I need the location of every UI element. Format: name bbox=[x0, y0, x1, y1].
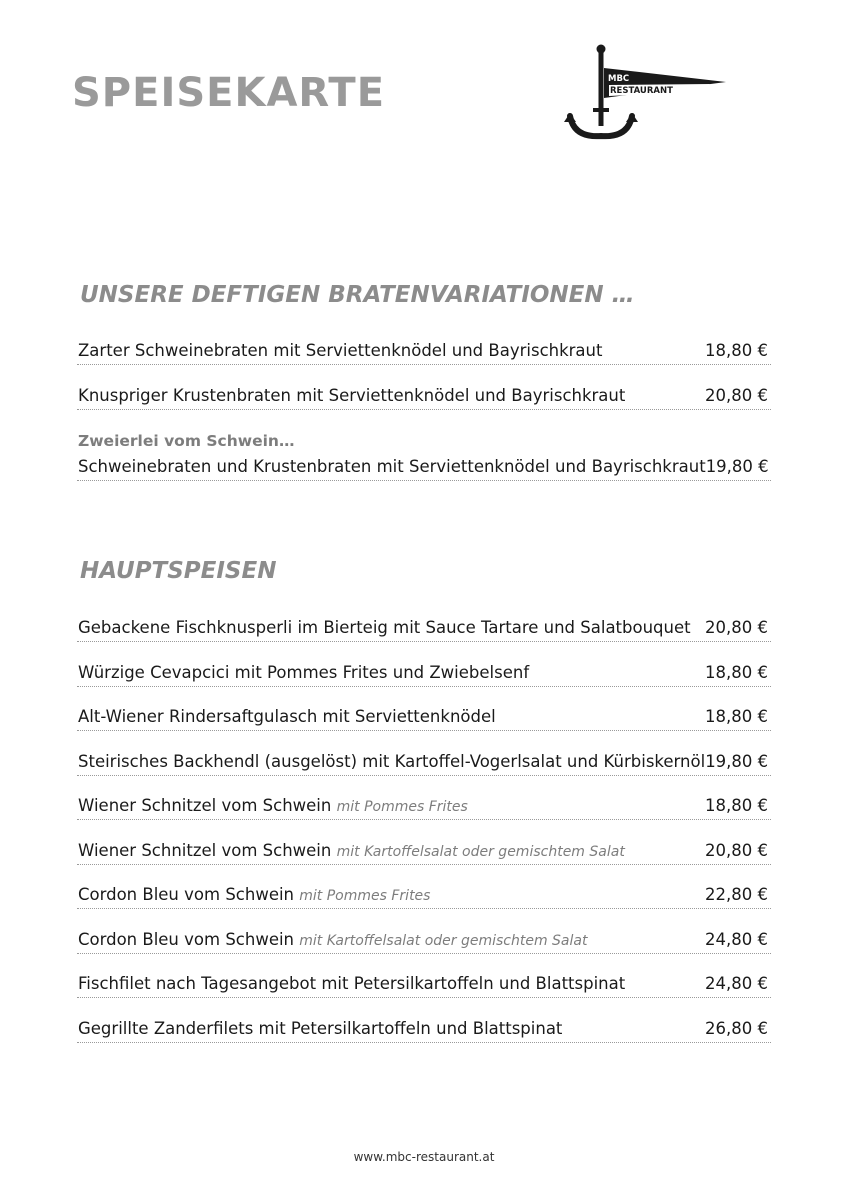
list-item bbox=[77, 741, 771, 776]
hauptspeisen-list bbox=[77, 607, 771, 1052]
dish-note: mit Pommes Frites bbox=[336, 799, 468, 815]
list-item bbox=[77, 785, 771, 820]
dish-name bbox=[78, 841, 625, 860]
list-item bbox=[77, 652, 771, 687]
dish-name bbox=[78, 796, 468, 815]
dish-note: mit Kartoffelsalat oder gemischtem Salat bbox=[299, 932, 588, 949]
list-item bbox=[77, 874, 771, 909]
price: 18,80 € bbox=[705, 341, 768, 360]
dish-name: Zarter Schweinebraten mit Serviettenknödel und Bayrischkraut bbox=[78, 341, 603, 360]
dish-name: Alt-Wiener Rindersaftgulasch mit Serviettenknödel bbox=[78, 707, 496, 726]
dish-name: Steirisches Backhendl (ausgelöst) mit Kartoffel-Vogerlsalat und Kürbiskernöl bbox=[78, 751, 706, 771]
list-item bbox=[77, 696, 771, 731]
dish-name: Gebackene Fischknusperli im Bierteig mit Sauce Tartare und Salatbouquet bbox=[78, 618, 691, 637]
dish-name: Schweinebraten und Krustenbraten mit Serviettenknödel und Bayrischkraut bbox=[78, 457, 706, 476]
dish-name: Fischfilet nach Tagesangebot mit Petersilkartoffeln und Blattspinat bbox=[78, 974, 626, 993]
dish-name: Würzige Cevapcici mit Pommes Frites und Zwiebelsenf bbox=[78, 662, 530, 682]
logo-line2: RESTAURANT bbox=[610, 86, 673, 96]
price: 18,80 € bbox=[705, 796, 768, 815]
list-item bbox=[77, 330, 771, 365]
list-item bbox=[77, 919, 771, 954]
dish-name bbox=[78, 885, 430, 904]
price: 22,80 € bbox=[705, 885, 768, 904]
dish-name-main: Wiener Schnitzel vom Schwein bbox=[78, 796, 332, 815]
price: 19,80 € bbox=[705, 457, 769, 476]
list-item bbox=[77, 1008, 771, 1043]
price: 20,80 € bbox=[705, 618, 768, 637]
price: 24,80 € bbox=[705, 929, 768, 949]
list-item bbox=[77, 830, 771, 865]
dish-name: Knuspriger Krustenbraten mit Serviettenknödel und Bayrischkraut bbox=[78, 385, 626, 405]
price: 20,80 € bbox=[705, 840, 768, 860]
logo-line1: MBC bbox=[608, 74, 630, 84]
section-heading-braten: UNSERE DEFTIGEN BRATENVARIATIONEN … bbox=[80, 282, 635, 308]
dish-note: mit Pommes Frites bbox=[299, 888, 431, 904]
list-item bbox=[77, 963, 771, 998]
list-item bbox=[77, 607, 771, 642]
dish-note: mit Kartoffelsalat oder gemischtem Salat bbox=[336, 843, 625, 860]
page-title: SPEISEKARTE bbox=[72, 70, 386, 116]
braten-list bbox=[77, 330, 771, 491]
price: 24,80 € bbox=[705, 974, 768, 993]
dish-name bbox=[78, 930, 587, 949]
dish-name-main: Cordon Bleu vom Schwein bbox=[78, 929, 295, 949]
price: 18,80 € bbox=[705, 707, 768, 726]
footer-url: www.mbc-restaurant.at bbox=[353, 1150, 495, 1164]
section-heading-hauptspeisen: HAUPTSPEISEN bbox=[80, 558, 277, 584]
dish-name-main: Wiener Schnitzel vom Schwein bbox=[78, 840, 332, 860]
price: 20,80 € bbox=[705, 385, 768, 405]
list-item bbox=[77, 419, 771, 481]
dish-name-main: Cordon Bleu vom Schwein bbox=[78, 885, 295, 904]
list-item bbox=[77, 375, 771, 410]
price: 18,80 € bbox=[705, 662, 768, 682]
price: 26,80 € bbox=[705, 1018, 768, 1038]
dish-name: Gegrillte Zanderfilets mit Petersilkartoffeln und Blattspinat bbox=[78, 1018, 563, 1038]
anchor-flag-logo bbox=[560, 40, 732, 144]
dish-intro: Zweierlei vom Schwein… bbox=[78, 432, 295, 450]
price: 19,80 € bbox=[705, 751, 769, 771]
